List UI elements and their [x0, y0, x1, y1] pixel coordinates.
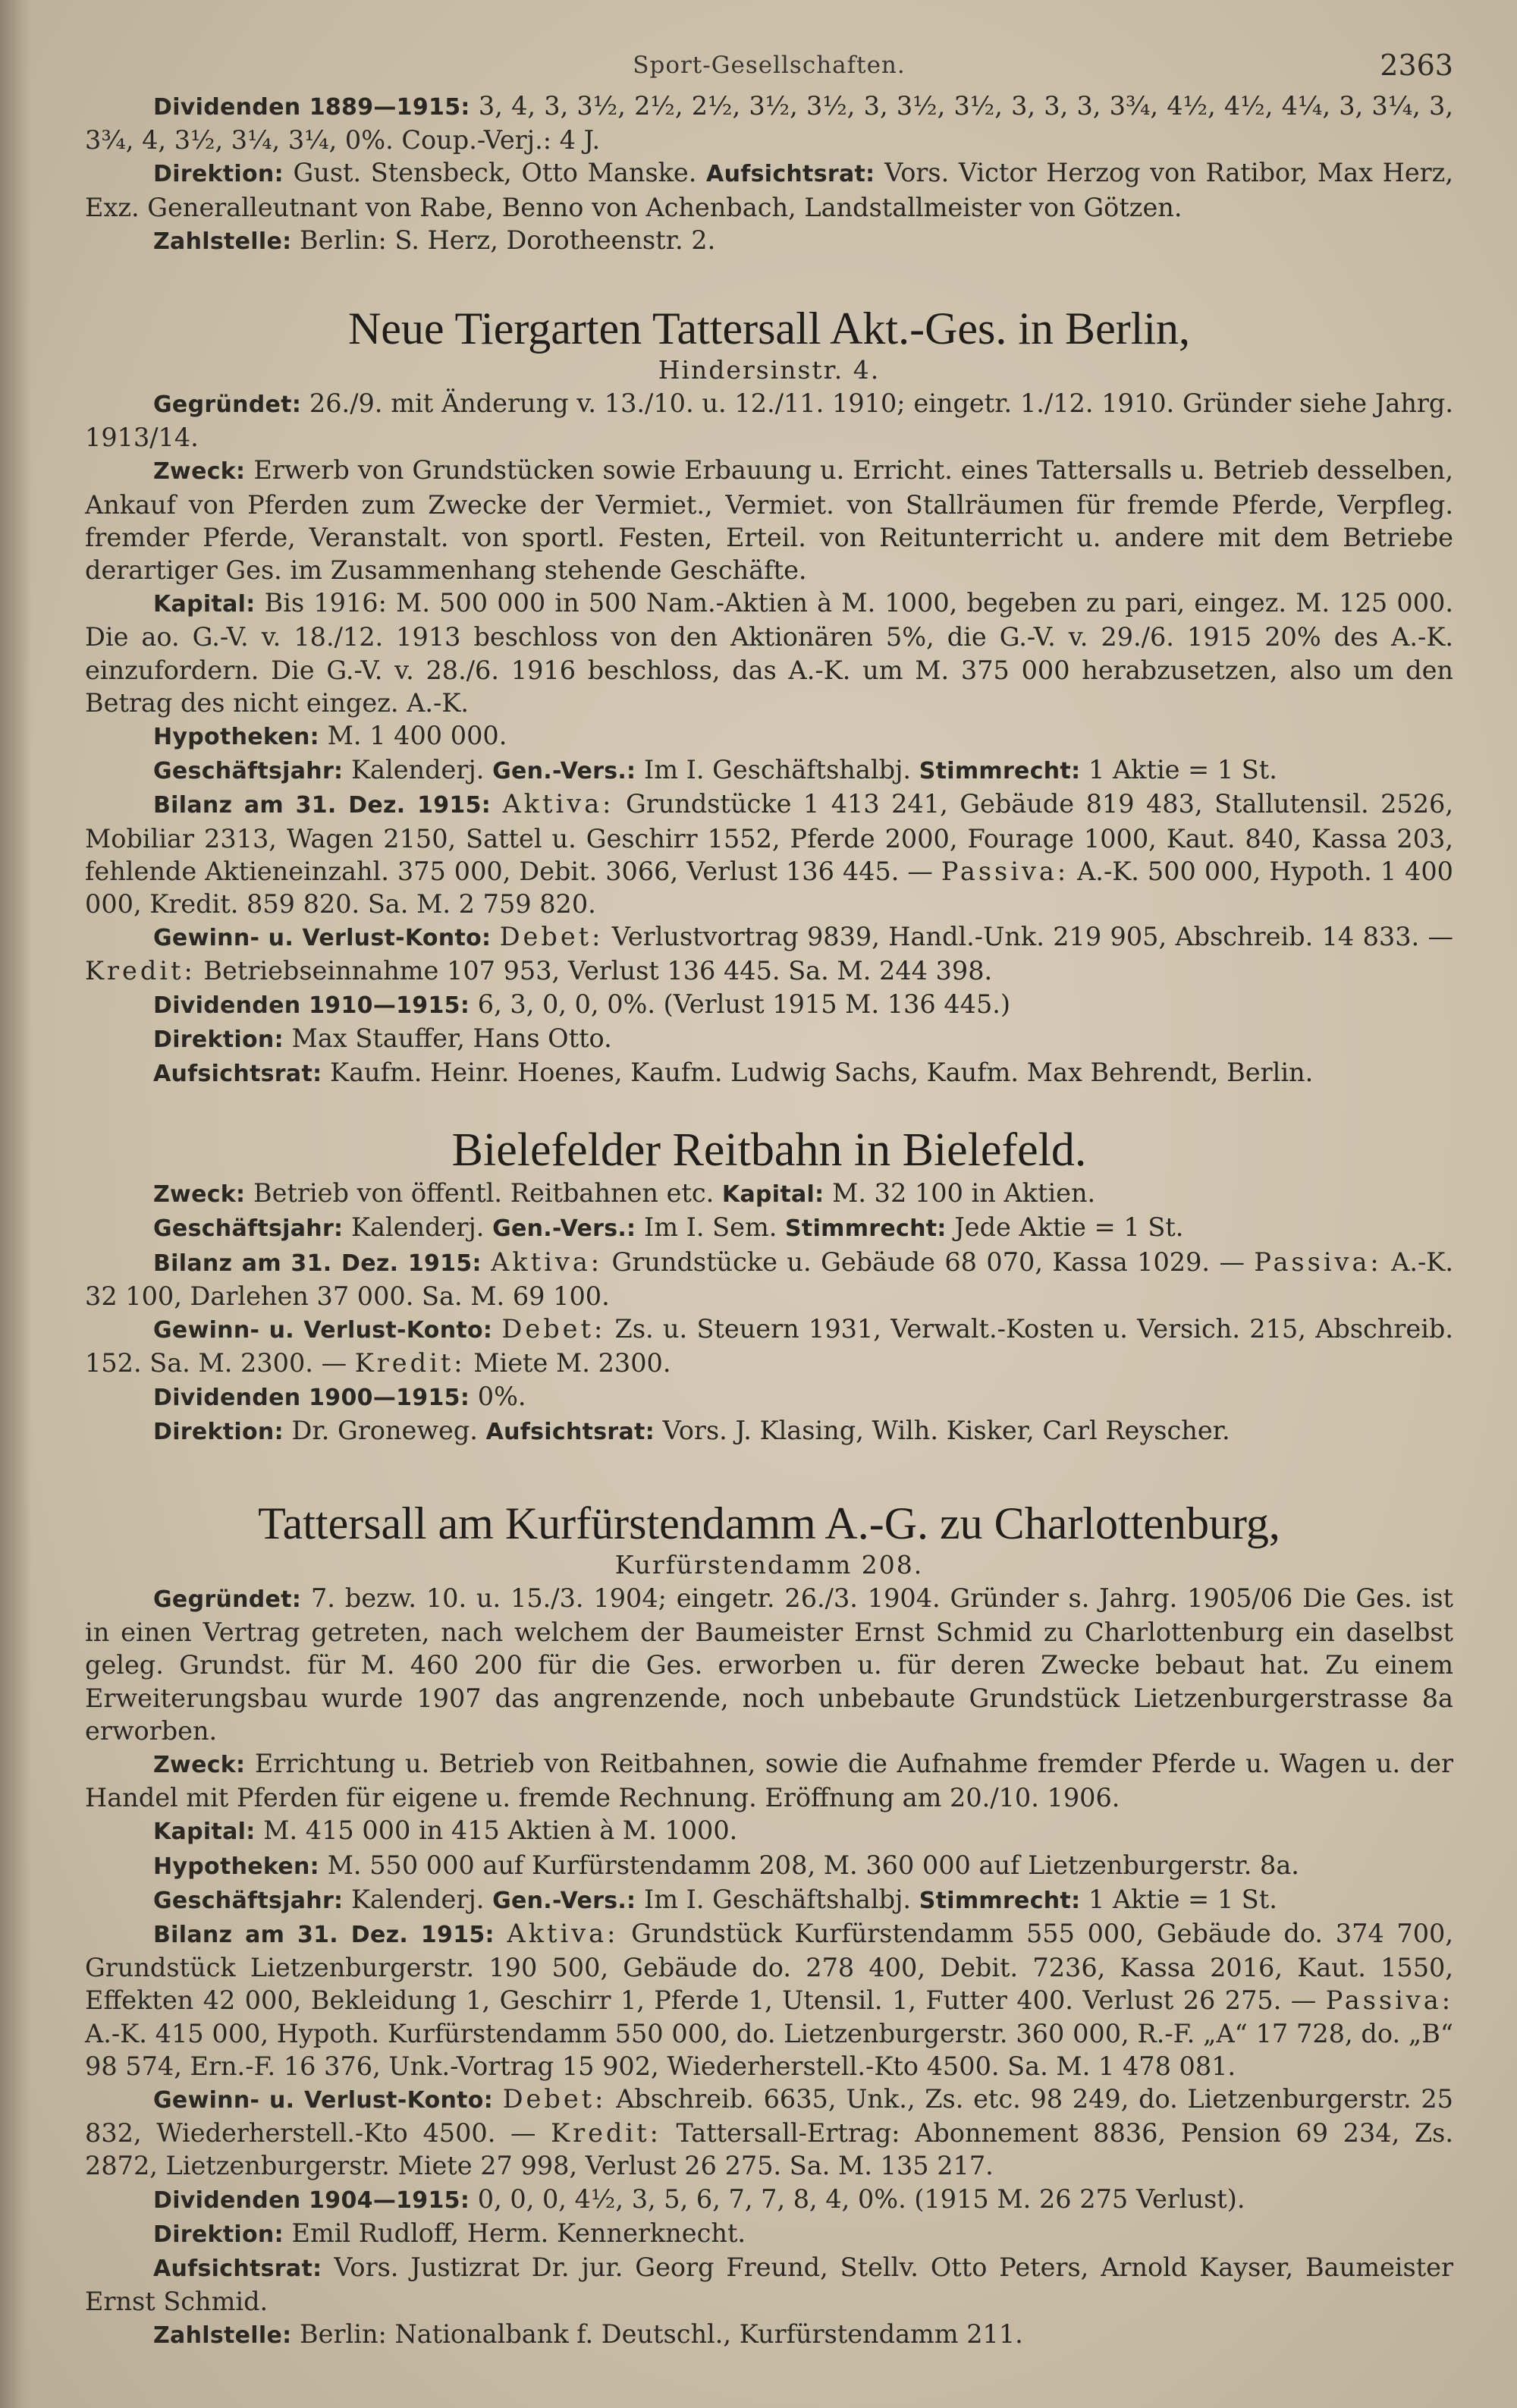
hypotheken-paragraph	[85, 1849, 1453, 1883]
stimmrecht-text: 1 Aktie = 1 St.	[1080, 1884, 1277, 1914]
zweck-text: Betrieb von öffentl. Reitbahnen etc.	[245, 1178, 722, 1209]
bilanz-label: Bilanz am 31. Dez. 1915:	[153, 1250, 482, 1277]
aktiva-word: Aktiva:	[507, 1918, 619, 1948]
stimmrecht-label: Stimmrecht:	[785, 1215, 947, 1243]
genvers-text: Im I. Geschäftshalbj.	[636, 1884, 919, 1914]
guv-paragraph	[85, 920, 1453, 987]
gegruendet-label: Gegründet:	[153, 1586, 302, 1613]
passiva-word: Passiva:	[1325, 1985, 1453, 2016]
aufsichtsrat-paragraph	[85, 1056, 1453, 1090]
direktion-text: Gust. Stensbeck, Otto Manske.	[283, 158, 707, 188]
geschaeftsjahr-text: Kalenderj.	[343, 1884, 493, 1914]
hypotheken-text: M. 1 400 000.	[319, 721, 507, 751]
bilanz-label: Bilanz am 31. Dez. 1915:	[153, 792, 492, 819]
zweck-text: Errichtung u. Betrieb von Reitbahnen, sowie die Aufnahme fremder Pferde u. Wagen u. der Handel mit Pferden für eigene u. fremde Rechnung. Eröffnung am 20./10. 1906.	[85, 1748, 1453, 1813]
bilanz-paragraph	[85, 1917, 1453, 2083]
geschaeftsjahr-label: Geschäftsjahr:	[153, 1215, 344, 1243]
direktion-label: Direktion:	[153, 1418, 284, 1445]
direktion-text: Emil Rudloff, Herm. Kennerknecht.	[283, 2218, 746, 2248]
geschaeftsjahr-paragraph	[85, 753, 1453, 787]
genvers-label: Gen.-Vers.:	[492, 1215, 636, 1243]
guv-debet-text: Zs. u. Steuern 1931, Verwalt.-Kosten u. Versich. 215, Abschreib. 152. Sa. M. 2300. —	[85, 1314, 1454, 1378]
bilanz-aktiva-text: Grundstücke u. Gebäude 68 070, Kassa 1029. —	[602, 1246, 1255, 1277]
aufsichtsrat-label: Aufsichtsrat:	[706, 161, 875, 188]
direktion-label: Direktion:	[153, 161, 284, 188]
zahlstelle-text: Berlin: S. Herz, Dorotheenstr. 2.	[291, 225, 716, 255]
kredit-word: Kredit:	[551, 2118, 661, 2149]
passiva-word: Passiva:	[1254, 1246, 1382, 1277]
zahlstelle-label: Zahlstelle:	[153, 228, 292, 255]
gegruendet-paragraph	[85, 387, 1453, 454]
guv-kredit-text: Tattersall-Ertrag: Abonnement 8836, Pension 69 234, Zs. 2872, Lietzenburgerstr. Miete 27 998, Verlust 26 275. Sa. M. 135 217.	[85, 2118, 1453, 2181]
debet-word: Debet:	[499, 922, 604, 952]
gegruendet-label: Gegründet:	[153, 391, 302, 419]
direktion-label: Direktion:	[153, 2221, 284, 2248]
dividenden-text: 6, 3, 0, 0, 0%. (Verlust 1915 M. 136 445.)	[470, 989, 1011, 1019]
section-tattersall-kurfuerstendamm	[85, 1498, 1453, 2353]
direktion-paragraph	[85, 1022, 1453, 1056]
hypotheken-text: M. 550 000 auf Kurfürstendamm 208, M. 360 000 auf Lietzenburgerstr. 8a.	[319, 1850, 1299, 1880]
direktion-text: Dr. Groneweg.	[283, 1415, 486, 1445]
guv-label: Gewinn- u. Verlust-Konto:	[153, 1317, 493, 1344]
kapital-text: M. 32 100 in Aktien.	[824, 1178, 1096, 1209]
section-bielefelder-reitbahn	[85, 1124, 1453, 1448]
bilanz-passiva-text: A.-K. 415 000, Hypoth. Kurfürstendamm 550 000, do. Lietzenburgerstr. 360 000, R.-F. „A“ 17 728, do. „B“ 98 574, Ern.-F. 16 376, Unk.-Vortrag 15 902, Wiederherstell.-Kto 4500. Sa. M. 1 478 081.	[85, 2018, 1453, 2081]
aufsichtsrat-text: Vors. Victor Herzog von Ratibor, Max Herz, Exz. Generalleutnant von Rabe, Benno von Achenbach, Landstallmeister von Götzen.	[85, 158, 1453, 222]
bilanz-passiva-text: A.-K. 500 000, Hypoth. 1 400 000, Kredit. 859 820. Sa. M. 2 759 820.	[85, 856, 1453, 920]
kapital-label: Kapital:	[153, 1819, 256, 1846]
zahlstelle-text: Berlin: Nationalbank f. Deutschl., Kurfürstendamm 211.	[291, 2319, 1023, 2350]
aktiva-word: Aktiva:	[491, 1246, 603, 1277]
dividenden-paragraph	[85, 1380, 1453, 1414]
dividenden-text: 0, 0, 0, 4½, 3, 5, 6, 7, 7, 8, 4, 0%. (1915 M. 26 275 Verlust).	[470, 2183, 1245, 2214]
zweck-paragraph	[85, 454, 1453, 586]
dividenden-text: 3, 4, 3, 3½, 2½, 2½, 3½, 3½, 3, 3½, 3½, 3, 3, 3, 3¾, 4½, 4½, 4¼, 3, 3¼, 3, 3¾, 4, 3½, 3¼, 3¼, 0%. Coup.-Verj.: 4 J.	[85, 91, 1453, 156]
kapital-label: Kapital:	[153, 591, 256, 618]
guv-kredit-text: Betriebseinnahme 107 953, Verlust 136 445. Sa. M. 244 398.	[195, 956, 993, 986]
gegruendet-paragraph	[85, 1582, 1453, 1747]
zweck-label: Zweck:	[153, 1751, 246, 1778]
kapital-label: Kapital:	[721, 1181, 824, 1209]
debet-word: Debet:	[501, 1314, 606, 1344]
dividenden-paragraph	[85, 90, 1453, 156]
bilanz-label: Bilanz am 31. Dez. 1915:	[153, 1921, 495, 1948]
direktion-paragraph	[85, 156, 1453, 223]
page-header	[85, 47, 1453, 90]
aktiva-word: Aktiva:	[502, 789, 614, 819]
company-title: Tattersall am Kurfürstendamm A.-G. zu Charlottenburg,	[258, 1498, 1280, 1548]
stimmrecht-label: Stimmrecht:	[919, 758, 1081, 785]
guv-paragraph	[85, 1312, 1453, 1379]
kredit-word: Kredit:	[85, 956, 196, 986]
stimmrecht-text: Jede Aktie = 1 St.	[946, 1212, 1184, 1243]
hypotheken-label: Hypotheken:	[153, 724, 319, 751]
dividenden-label: Dividenden 1910—1915:	[153, 992, 470, 1019]
dividenden-label: Dividenden 1900—1915:	[153, 1384, 470, 1411]
guv-debet-text: Abschreib. 6635, Unk., Zs. etc. 98 249, do. Lietzenburgerstr. 25 832, Wiederherstell.-Kto 4500. —	[85, 2083, 1453, 2149]
direktion-label: Direktion:	[153, 1026, 284, 1053]
company-title: Neue Tiergarten Tattersall Akt.-Ges. in Berlin,	[347, 303, 1191, 354]
bilanz-aktiva-text: Grundstücke 1 413 241, Gebäude 819 483, Stallutensil. 2526, Mobiliar 2313, Wagen 2150, Sattel u. Geschirr 1552, Pferde 2000, Fourage 1000, Kaut. 840, Kassa 203, fehlende Aktieneinzahl. 375 000, Debit. 3066, Verlust 136 445. —	[85, 789, 1453, 886]
dividenden-paragraph	[85, 988, 1453, 1022]
company-address: Kurfürstendamm 208.	[614, 1549, 924, 1580]
company-title: Bielefelder Reitbahn in Bielefeld.	[451, 1124, 1087, 1177]
guv-paragraph	[85, 2083, 1453, 2183]
kapital-paragraph	[85, 586, 1453, 719]
company-address: Hindersinstr. 4.	[658, 355, 881, 385]
running-head: Sport-Gesellschaften.	[633, 52, 906, 79]
zahlstelle-paragraph	[85, 224, 1453, 258]
genvers-label: Gen.-Vers.:	[492, 1887, 636, 1914]
hypotheken-label: Hypotheken:	[153, 1853, 319, 1880]
section-continued-entry	[85, 90, 1453, 258]
stimmrecht-label: Stimmrecht:	[919, 1887, 1081, 1914]
bilanz-paragraph	[85, 1246, 1453, 1312]
zweck-paragraph	[85, 1177, 1453, 1211]
bilanz-passiva-text: A.-K. 32 100, Darlehen 37 000. Sa. M. 69 100.	[85, 1246, 1453, 1311]
guv-label: Gewinn- u. Verlust-Konto:	[153, 2086, 493, 2114]
geschaeftsjahr-paragraph	[85, 1211, 1453, 1245]
kapital-paragraph	[85, 1814, 1453, 1848]
aufsichtsrat-label: Aufsichtsrat:	[485, 1418, 655, 1445]
gegruendet-text: 7. bezw. 10. u. 15./3. 1904; eingetr. 26./3. 1904. Gründer s. Jahrg. 1905/06 Die Ges. ist in einen Vertrag getreten, nach welchem der Baumeister Ernst Schmid zu Charlottenburg ein daselbst geleg. Grundst. für M. 460 200 für die Ges. erworben u. für deren Zwecke bebaut hat. Zu einem Erweiterungsbau wurde 1907 das angrenzende, noch unbebaute Grundstück Lietzenburgerstrasse 8a erworben.	[85, 1583, 1453, 1746]
kredit-word: Kredit:	[354, 1348, 466, 1378]
direktion-paragraph	[85, 2217, 1453, 2251]
geschaeftsjahr-text: Kalenderj.	[343, 1212, 493, 1243]
kapital-text: Bis 1916: M. 500 000 in 500 Nam.-Aktien à M. 1000, begeben zu pari, eingez. M. 125 000. Die ao. G.-V. v. 18./12. 1913 beschloss von den Aktionären 5%, die G.-V. v. 29./6. 1915 20% des A.-K. einzufordern. Die G.-V. v. 28./6. 1916 beschloss, das A.-K. um M. 375 000 herabzusetzen, also um den Betrag des nicht eingez. A.-K.	[85, 588, 1453, 718]
dividenden-label: Dividenden 1904—1915:	[153, 2186, 470, 2214]
guv-debet-text: Verlustvortrag 9839, Handl.-Unk. 219 905, Abschreib. 14 833. —	[603, 922, 1454, 952]
genvers-text: Im I. Geschäftshalbj.	[636, 755, 919, 785]
zweck-label: Zweck:	[153, 1181, 246, 1209]
aufsichtsrat-label: Aufsichtsrat:	[153, 1061, 322, 1088]
zahlstelle-label: Zahlstelle:	[153, 2322, 292, 2350]
hypotheken-paragraph	[85, 719, 1453, 753]
geschaeftsjahr-label: Geschäftsjahr:	[153, 1887, 344, 1914]
zweck-text: Erwerb von Grundstücken sowie Erbauung u. Erricht. eines Tattersalls u. Betrieb desselben, Ankauf von Pferden zum Zwecke der Vermiet., Vermiet. von Stallräumen für fremde Pferde, Verpfleg. fremder Pferde, Veranstalt. von sportl. Festen, Erteil. von Reitunterricht u. andere mit dem Betriebe derartiger Ges. im Zusammenhang stehende Geschäfte.	[85, 455, 1453, 586]
direktion-paragraph	[85, 1414, 1453, 1448]
genvers-text: Im I. Sem.	[636, 1212, 786, 1243]
zweck-label: Zweck:	[153, 458, 246, 486]
debet-word: Debet:	[502, 2083, 607, 2114]
zweck-paragraph	[85, 1747, 1453, 1814]
kapital-text: M. 415 000 in 415 Aktien à M. 1000.	[255, 1815, 738, 1846]
bilanz-paragraph	[85, 787, 1453, 920]
direktion-text: Max Stauffer, Hans Otto.	[283, 1023, 612, 1053]
aufsichtsrat-text: Vors. Justizrat Dr. jur. Georg Freund, Stellv. Otto Peters, Arnold Kayser, Baumeister Ernst Schmid.	[85, 2252, 1453, 2317]
dividenden-paragraph	[85, 2183, 1453, 2217]
guv-kredit-text: Miete M. 2300.	[465, 1348, 671, 1378]
bilanz-aktiva-text: Grundstück Kurfürstendamm 555 000, Gebäude do. 374 700, Grundstück Lietzenburgerstr. 190 500, Gebäude do. 278 400, Debit. 7236, Kassa 2016, Kaut. 1550, Effekten 42 000, Bekleidung 1, Geschirr 1, Pferde 1, Utensil. 1, Futter 400. Verlust 26 275. —	[85, 1918, 1453, 2016]
passiva-word: Passiva:	[941, 856, 1069, 886]
geschaeftsjahr-text: Kalenderj.	[343, 755, 493, 785]
aufsichtsrat-paragraph	[85, 2251, 1453, 2318]
zahlstelle-paragraph	[85, 2318, 1453, 2352]
dividenden-label: Dividenden 1889—1915:	[153, 94, 470, 121]
dividenden-text: 0%.	[470, 1381, 526, 1411]
guv-label: Gewinn- u. Verlust-Konto:	[153, 925, 492, 952]
aufsichtsrat-text: Vors. J. Klasing, Wilh. Kisker, Carl Reyscher.	[655, 1415, 1230, 1445]
gegruendet-text: 26./9. mit Änderung v. 13./10. u. 12./11. 1910; eingetr. 1./12. 1910. Gründer siehe Jahrg. 1913/14.	[85, 388, 1453, 453]
aufsichtsrat-text: Kaufm. Heinr. Hoenes, Kaufm. Ludwig Sachs, Kaufm. Max Behrendt, Berlin.	[322, 1058, 1314, 1088]
genvers-label: Gen.-Vers.:	[492, 758, 636, 785]
stimmrecht-text: 1 Aktie = 1 St.	[1080, 755, 1277, 785]
section-neue-tiergarten-tattersall	[85, 303, 1453, 1090]
geschaeftsjahr-paragraph	[85, 1883, 1453, 1917]
aufsichtsrat-label: Aufsichtsrat:	[153, 2255, 322, 2282]
geschaeftsjahr-label: Geschäftsjahr:	[153, 758, 344, 785]
page-number: 2363	[1380, 49, 1453, 82]
